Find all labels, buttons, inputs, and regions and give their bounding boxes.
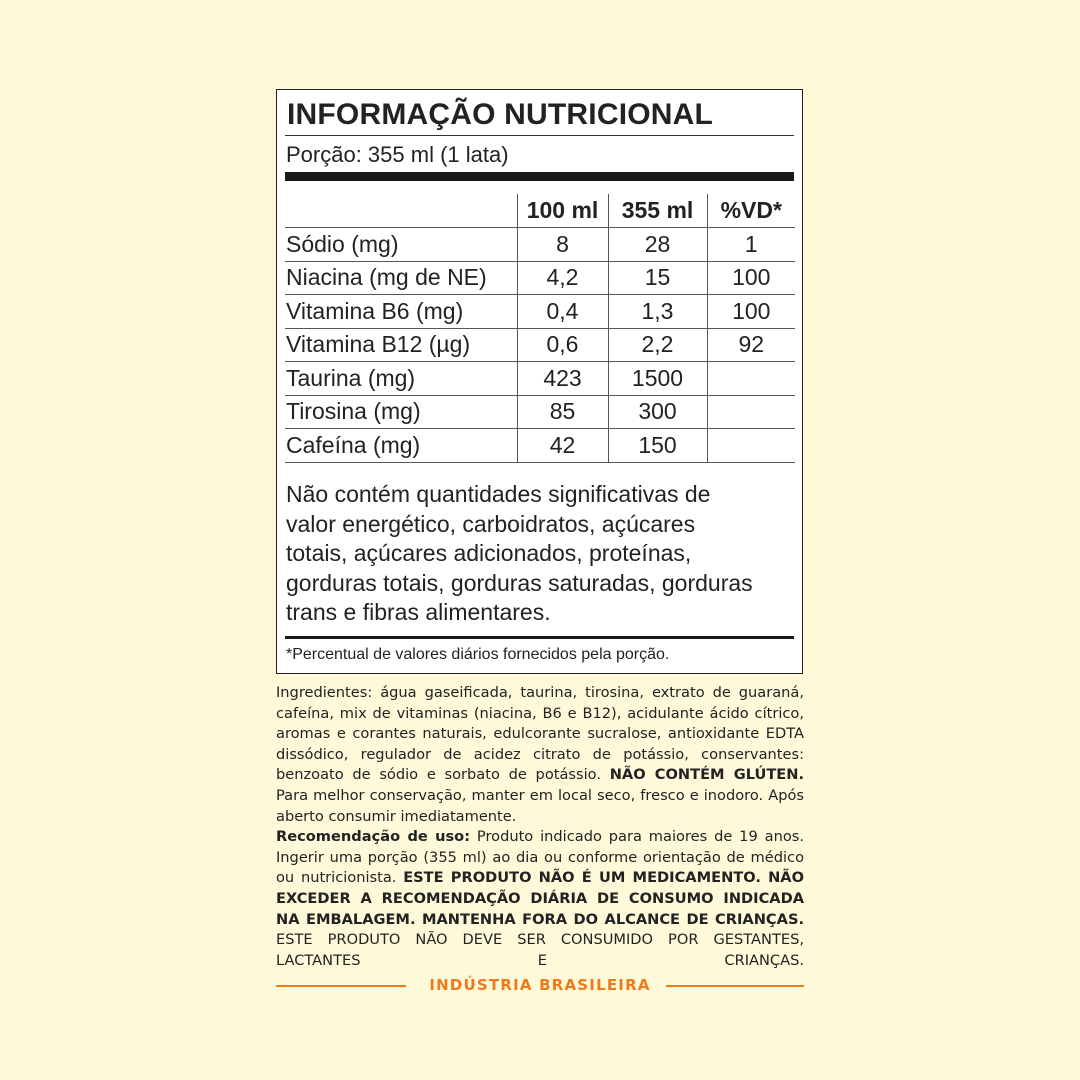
- gluten-warning: NÃO CONTÉM GLÚTEN.: [609, 766, 804, 784]
- ingredients-label: Ingredientes:: [276, 684, 373, 701]
- vd-value: [707, 429, 795, 463]
- statement-line: totais, açúcares adicionados, proteínas,: [286, 540, 692, 566]
- table-row: [285, 362, 795, 396]
- per-portion-value: 2,2: [608, 328, 707, 362]
- consumption-restriction: ESTE PRODUTO NÃO DEVE SER CONSUMIDO POR GESTANTES, LACTANTES E CRIANÇAS.: [276, 931, 804, 969]
- table-row: [285, 328, 795, 362]
- table-header-per100: 100 ml: [517, 194, 608, 228]
- panel-title: INFORMAÇÃO NUTRICIONAL: [287, 98, 714, 131]
- nutrition-table: [285, 194, 795, 463]
- per100-value: 8: [517, 228, 608, 262]
- table-header-nutrient: [285, 194, 517, 228]
- nutrient-label: Cafeína (mg): [285, 429, 517, 463]
- vd-value: 100: [707, 261, 795, 295]
- statement-line: Não contém quantidades significativas de: [286, 481, 711, 507]
- industry-label: INDÚSTRIA BRASILEIRA: [429, 976, 651, 994]
- nutrient-label: Vitamina B12 (µg): [285, 328, 517, 362]
- table-row: [285, 228, 795, 262]
- table-row: [285, 395, 795, 429]
- table-row: [285, 261, 795, 295]
- statement-line: gorduras totais, gorduras saturadas, gorduras: [286, 569, 753, 596]
- portion-size: Porção: 355 ml (1 lata): [286, 142, 509, 167]
- per-portion-value: 1500: [608, 362, 707, 396]
- statement-line: valor energético, carboidratos, açúcares: [286, 510, 696, 537]
- not-significant-statement: [286, 480, 791, 628]
- vd-footnote: *Percentual de valores diários fornecidos pela porção.: [286, 646, 670, 663]
- nutrient-label: Sódio (mg): [285, 228, 517, 262]
- per100-value: 4,2: [517, 261, 608, 295]
- storage-instructions: Para melhor conservação, manter em local seco, fresco e inodoro. Após aberto consumir imediatamente.: [276, 786, 804, 825]
- footnote-divider: [285, 636, 794, 639]
- recommendation-label: Recomendação de uso:: [276, 828, 471, 846]
- per-portion-value: 15: [608, 261, 707, 295]
- thick-divider: [285, 172, 794, 181]
- per100-value: 85: [517, 395, 608, 429]
- table-header-per-portion: 355 ml: [608, 194, 707, 228]
- vd-value: 1: [707, 228, 795, 262]
- per-portion-value: 300: [608, 395, 707, 429]
- per-portion-value: 1,3: [608, 295, 707, 329]
- recommendation-block: [276, 827, 804, 971]
- per100-value: 0,6: [517, 328, 608, 362]
- statement-line: trans e fibras alimentares.: [286, 599, 551, 625]
- nutrient-label: Niacina (mg de NE): [285, 261, 517, 295]
- per100-value: 423: [517, 362, 608, 396]
- footer-rule-right: [666, 985, 804, 987]
- per100-value: 42: [517, 429, 608, 463]
- per100-value: 0,4: [517, 295, 608, 329]
- vd-value: [707, 362, 795, 396]
- per-portion-value: 28: [608, 228, 707, 262]
- nutrient-label: Tirosina (mg): [285, 395, 517, 429]
- vd-value: 92: [707, 328, 795, 362]
- vd-value: 100: [707, 295, 795, 329]
- table-header-row: [285, 194, 795, 228]
- product-information: [276, 683, 804, 971]
- ingredients-block: [276, 683, 804, 827]
- title-divider: [285, 135, 794, 136]
- table-header-vd: %VD*: [707, 194, 795, 228]
- recommendation-text: Produto indicado para maiores de 19 anos. Ingerir uma porção (355 ml) ao dia ou conforme orientação de médico ou nutricionista.: [276, 828, 804, 887]
- vd-value: [707, 395, 795, 429]
- nutrient-label: Vitamina B6 (mg): [285, 295, 517, 329]
- nutrition-facts-panel: [276, 89, 803, 674]
- nutrient-label: Taurina (mg): [285, 362, 517, 396]
- medication-warning: ESTE PRODUTO NÃO É UM MEDICAMENTO. NÃO EXCEDER A RECOMENDAÇÃO DIÁRIA DE CONSUMO INDICADA NA EMBALAGEM. MANTENHA FORA DO ALCANCE DE CRIANÇAS.: [276, 869, 804, 928]
- table-row: [285, 295, 795, 329]
- industry-footer: [276, 975, 804, 997]
- ingredients-text: água gaseificada, taurina, tirosina, extrato de guaraná, cafeína, mix de vitaminas (niacina, B6 e B12), acidulante ácido cítrico, aromas e corantes naturais, edulcorante sucralose, antioxidante EDTA dissódico, regulador de acidez citrato de potássio, conservantes: benzoato de sódio e sorbato de potássio.: [276, 684, 805, 784]
- table-row: [285, 429, 795, 463]
- per-portion-value: 150: [608, 429, 707, 463]
